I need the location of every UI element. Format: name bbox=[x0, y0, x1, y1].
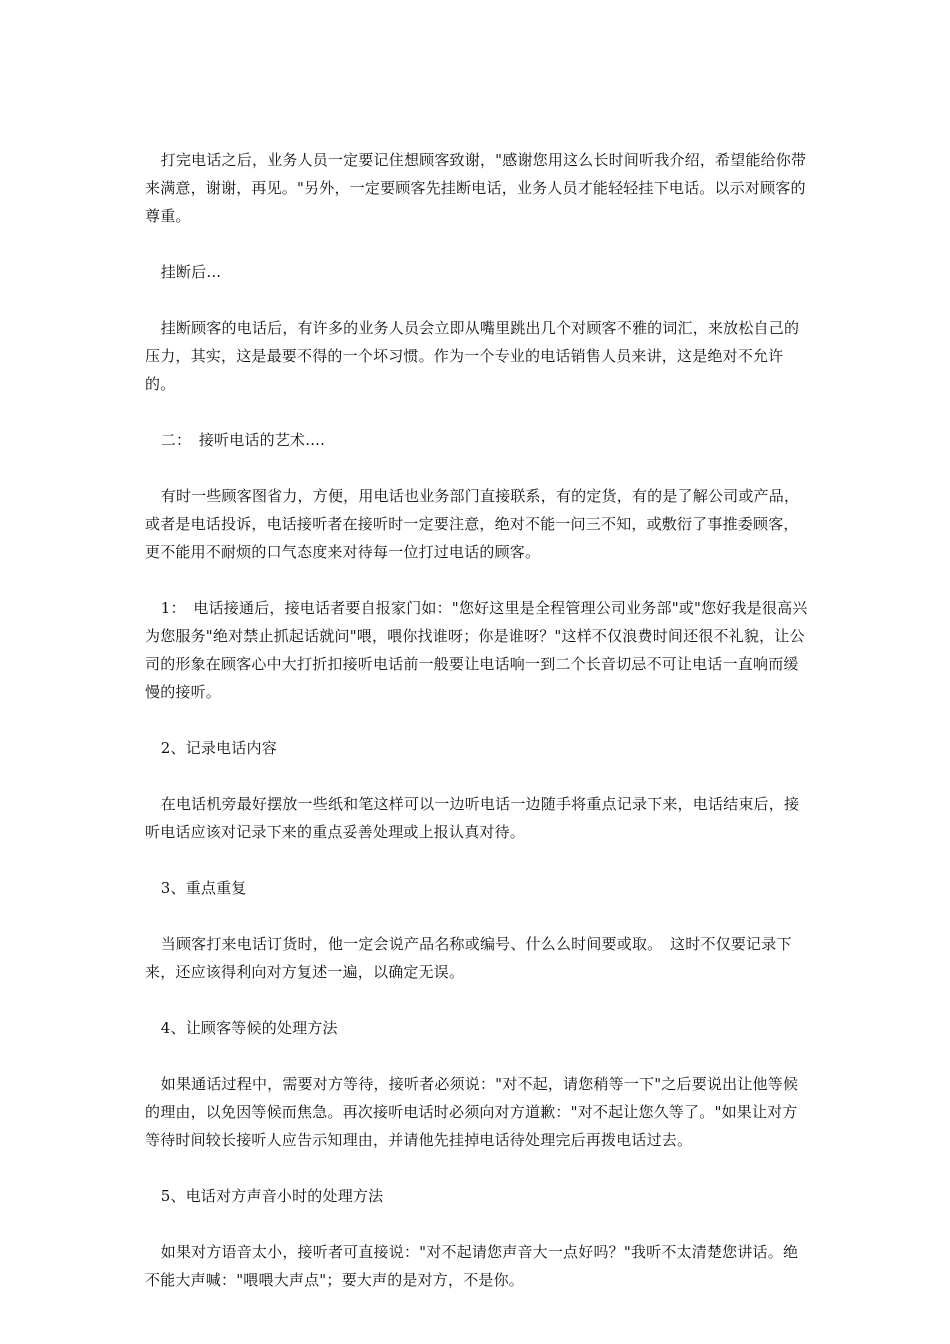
section-heading-answering-art: 二： 接听电话的艺术.... bbox=[160, 431, 326, 449]
document-body bbox=[145, 146, 810, 1322]
paragraph-after-hangup: 挂断顾客的电话后，有许多的业务人员会立即从嘴里跳出几个对顾客不雅的词汇，来放松自己的压力，其实，这是最要不得的一个坏习惯。作为一个专业的电话销售人员来讲，这是绝对不允许的。 bbox=[145, 319, 800, 393]
heading-point-2: 2、记录电话内容 bbox=[160, 739, 277, 757]
paragraph-thank-customer: 打完电话之后，业务人员一定要记住想顾客致谢，"感谢您用这么长时间听我介绍，希望能给你带来满意，谢谢，再见。"另外，一定要顾客先挂断电话，业务人员才能轻轻挂下电话。以示对顾客的尊重。 bbox=[145, 151, 807, 225]
paragraph-point-5: 如果对方语音太小，接听者可直接说："对不起请您声音大一点好吗？"我听不太清楚您讲话。绝不能大声喊："喂喂大声点"；要大声的是对方，不是你。 bbox=[145, 1243, 799, 1289]
paragraph-point-4: 如果通话过程中，需要对方等待，接听者必须说："对不起，请您稍等一下"之后要说出让他等候的理由，以免因等候而焦急。再次接听电话时必须向对方道歉："对不起让您久等了。"如果让对方等待时间较长接听人应告示知理由，并请他先挂掉电话待处理完后再拨电话过去。 bbox=[145, 1075, 799, 1149]
paragraph-answering-intro: 有时一些顾客图省力，方便，用电话也业务部门直接联系，有的定货，有的是了解公司或产品，或者是电话投诉，电话接听者在接听时一定要注意，绝对不能一问三不知，或敷衍了事推委顾客，更不能用不耐烦的口气态度来对待每一位打过电话的顾客。 bbox=[145, 487, 800, 561]
heading-point-3: 3、重点重复 bbox=[160, 879, 247, 897]
paragraph-point-3: 当顾客打来电话订货时，他一定会说产品名称或编号、什么么时间要或取。 这时不仅要记录下来，还应该得利向对方复述一遍，以确定无误。 bbox=[145, 935, 792, 981]
paragraph-point-2: 在电话机旁最好摆放一些纸和笔这样可以一边听电话一边随手将重点记录下来，电话结束后，接听电话应该对记录下来的重点妥善处理或上报认真对待。 bbox=[145, 795, 800, 841]
heading-point-5: 5、电话对方声音小时的处理方法 bbox=[160, 1187, 384, 1205]
paragraph-point-1: 1： 电话接通后，接电话者要自报家门如："您好这里是全程管理公司业务部"或"您好我是很高兴为您服务"绝对禁止抓起话就问"喂，喂你找谁呀；你是谁呀？"这样不仅浪费时间还很不礼貌，让公司的形象在顾客心中大打折扣接听电话前一般要让电话响一到二个长音切忌不可让电话一直响而缓慢的接听。 bbox=[145, 599, 808, 701]
heading-after-hangup: 挂断后... bbox=[160, 263, 222, 281]
heading-point-4: 4、让顾客等候的处理方法 bbox=[160, 1019, 338, 1037]
